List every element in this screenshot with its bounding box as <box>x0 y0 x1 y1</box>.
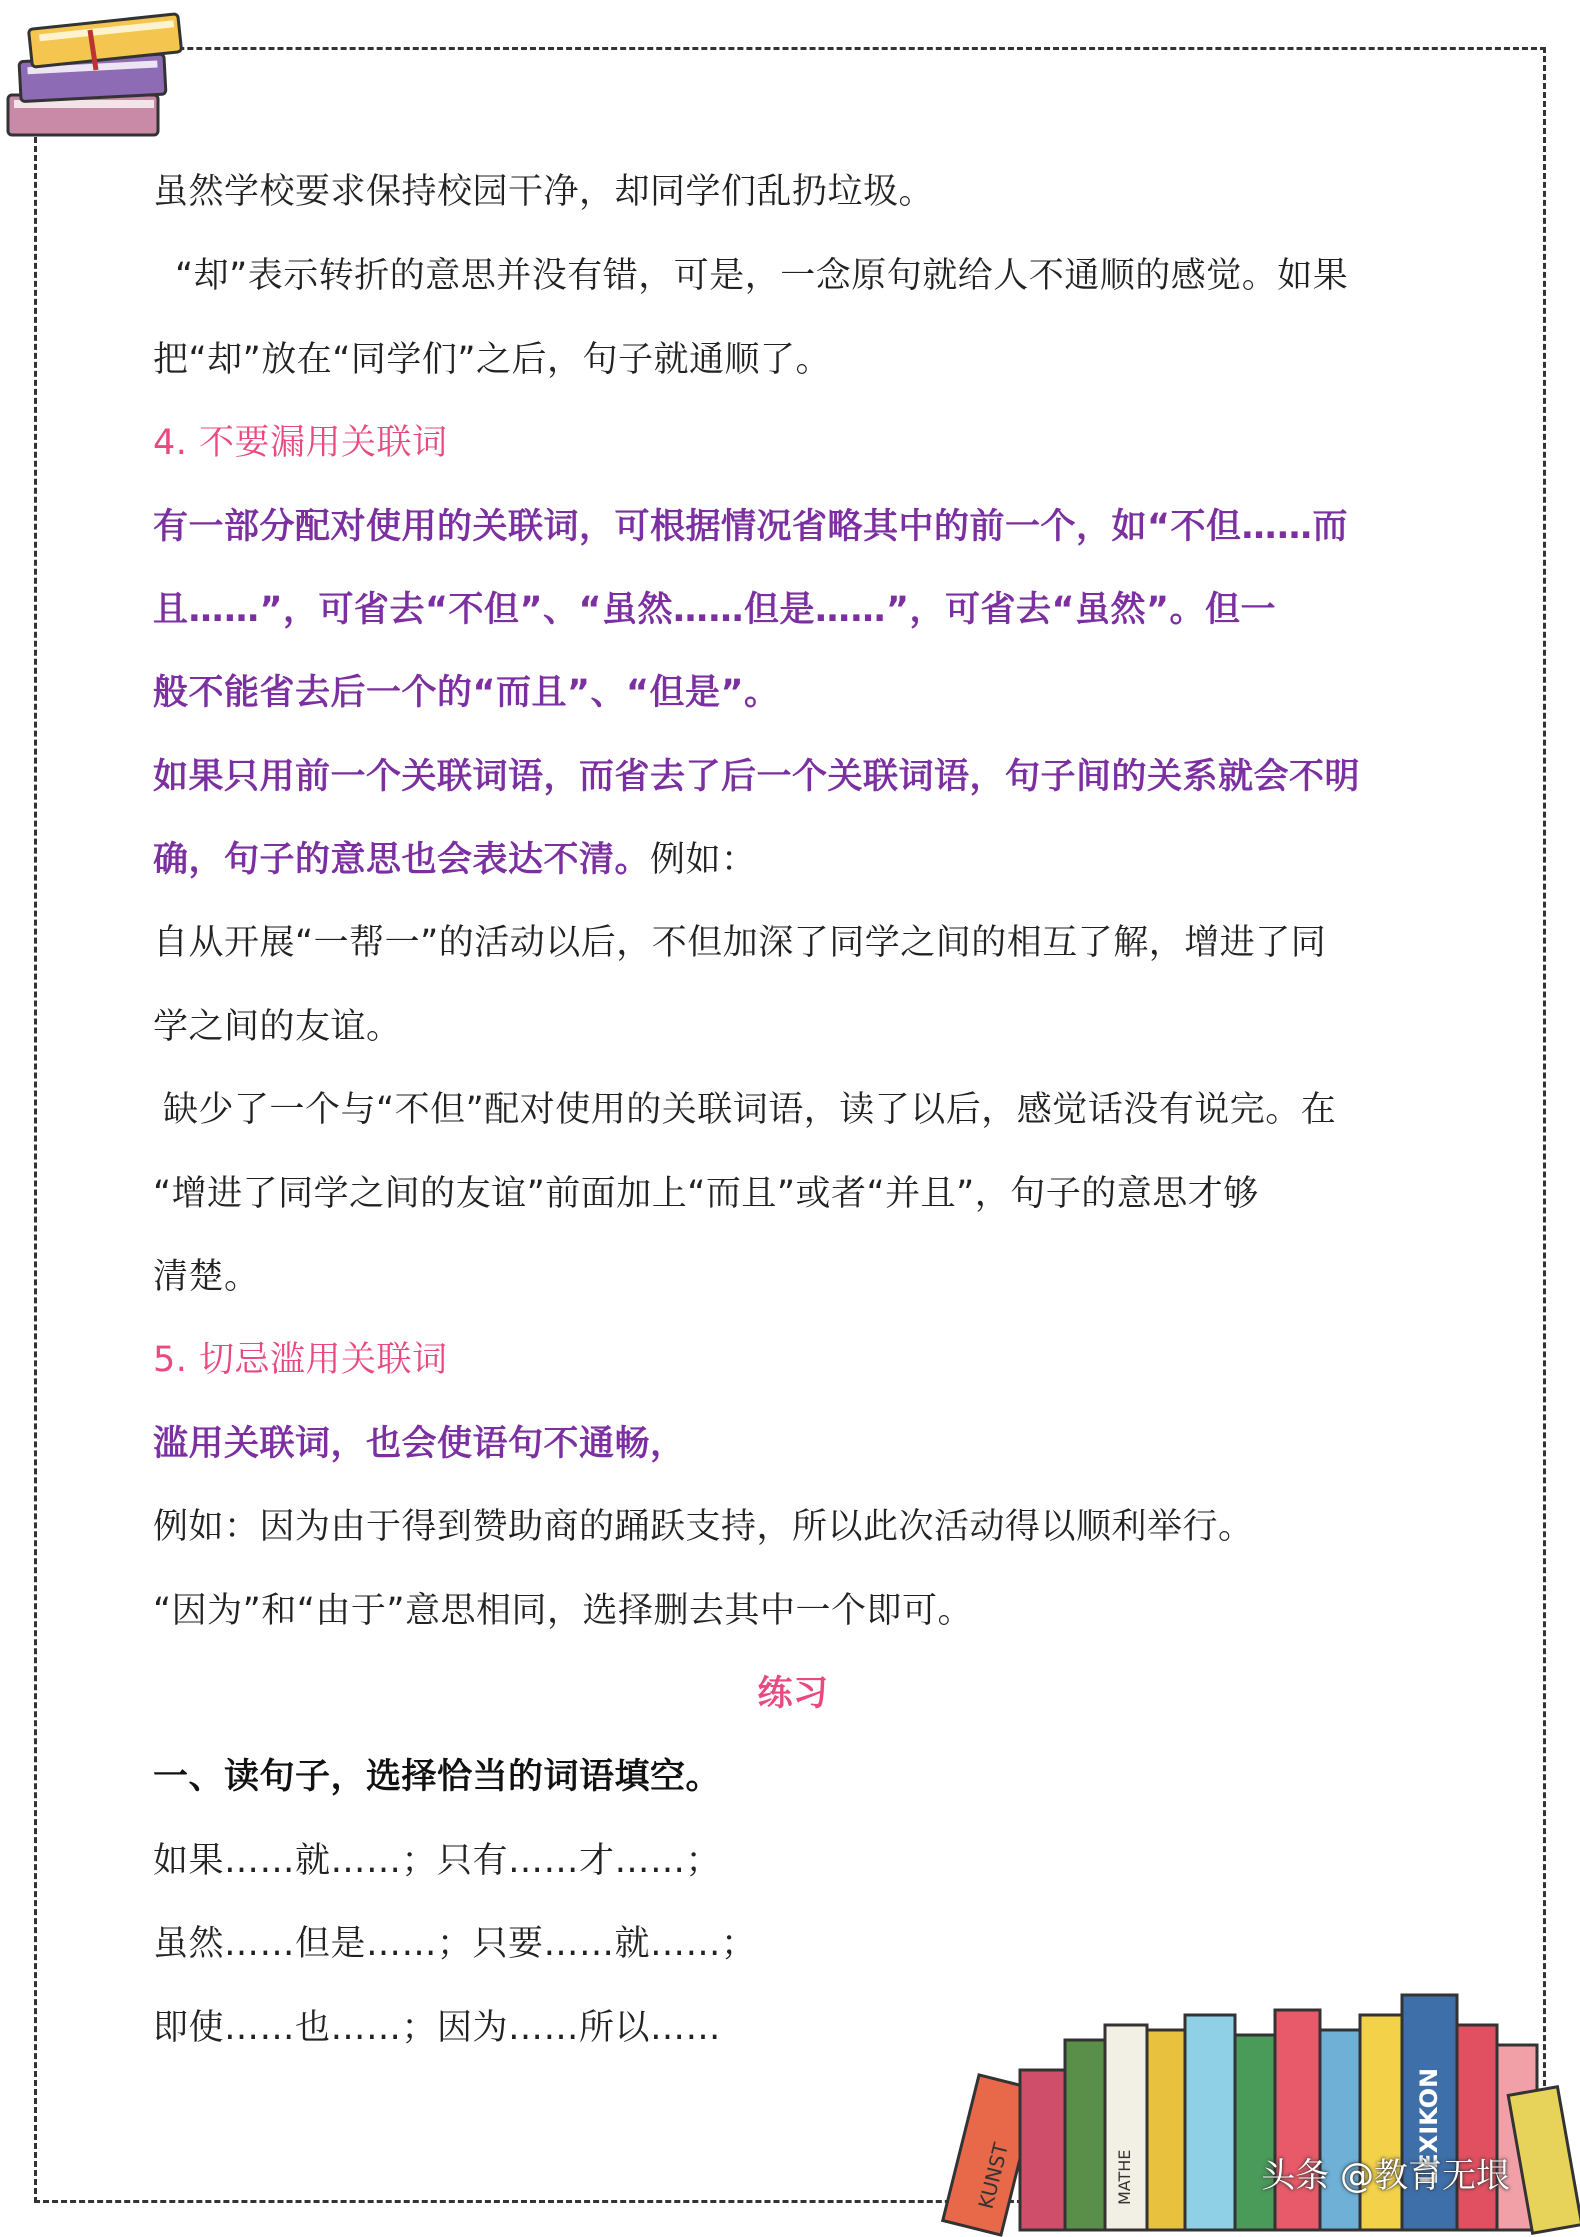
text-line: “增进了同学之间的友谊”前面加上“而且”或者“并且”，句子的意思才够 <box>153 1174 1259 1214</box>
exercise-option-line: 即使……也……；因为……所以…… <box>153 2008 722 2048</box>
section-heading: 4. 不要漏用关联词 <box>153 423 448 463</box>
book-spine-label: KUNST <box>973 2140 1014 2212</box>
section-heading: 5. 切忌滥用关联词 <box>153 1340 448 1380</box>
exercise-title: 练习 <box>757 1674 829 1714</box>
emphasis-line: 且……”，可省去“不但”、“虽然……但是……”，可省去“虽然”。但一 <box>153 590 1277 630</box>
exercise-question: 一、读句子，选择恰当的词语填空。 <box>153 1757 722 1797</box>
text-line: 学之间的友谊。 <box>153 1007 402 1047</box>
watermark: 头条 @教育无垠 <box>1261 2156 1510 2196</box>
book-spine-label: LEXIKON <box>1415 2067 1443 2185</box>
exercise-option-line: 虽然……但是……；只要……就……； <box>153 1924 757 1964</box>
exercise-option-line: 如果……就……；只有……才……； <box>153 1841 722 1881</box>
text-fragment: 例如： <box>650 840 757 880</box>
emphasis-line: 滥用关联词，也会使语句不通畅， <box>153 1424 686 1464</box>
mixed-line <box>153 838 757 882</box>
text-line: 清楚。 <box>153 1257 260 1297</box>
text-line: 虽然学校要求保持校园干净，却同学们乱扔垃圾。 <box>153 172 935 212</box>
text-line: 例如：因为由于得到赞助商的踊跃支持，所以此次活动得以顺利举行。 <box>153 1507 1254 1547</box>
emphasis-line: 如果只用前一个关联词语，而省去了后一个关联词语，句子间的关系就会不明 <box>153 757 1361 797</box>
text-line: “却”表示转折的意思并没有错，可是，一念原句就给人不通顺的感觉。如果 <box>175 256 1349 296</box>
text-line: 把“却”放在“同学们”之后，句子就通顺了。 <box>153 340 832 380</box>
book-stack-illustration <box>0 0 230 150</box>
emphasis-line: 般不能省去后一个的“而且”、“但是”。 <box>153 673 780 713</box>
emphasis-text: 确，句子的意思也会表达不清。 <box>153 840 651 880</box>
text-line: 缺少了一个与“不但”配对使用的关联词语，读了以后，感觉话没有说完。在 <box>163 1090 1337 1130</box>
emphasis-line: 有一部分配对使用的关联词，可根据情况省略其中的前一个，如“不但……而 <box>153 507 1349 547</box>
text-line: 自从开展“一帮一”的活动以后，不但加深了同学之间的相互了解，增进了同 <box>153 923 1327 963</box>
text-line: “因为”和“由于”意思相同，选择删去其中一个即可。 <box>153 1591 974 1631</box>
book-spine-label: MATHE <box>1115 2149 1134 2205</box>
